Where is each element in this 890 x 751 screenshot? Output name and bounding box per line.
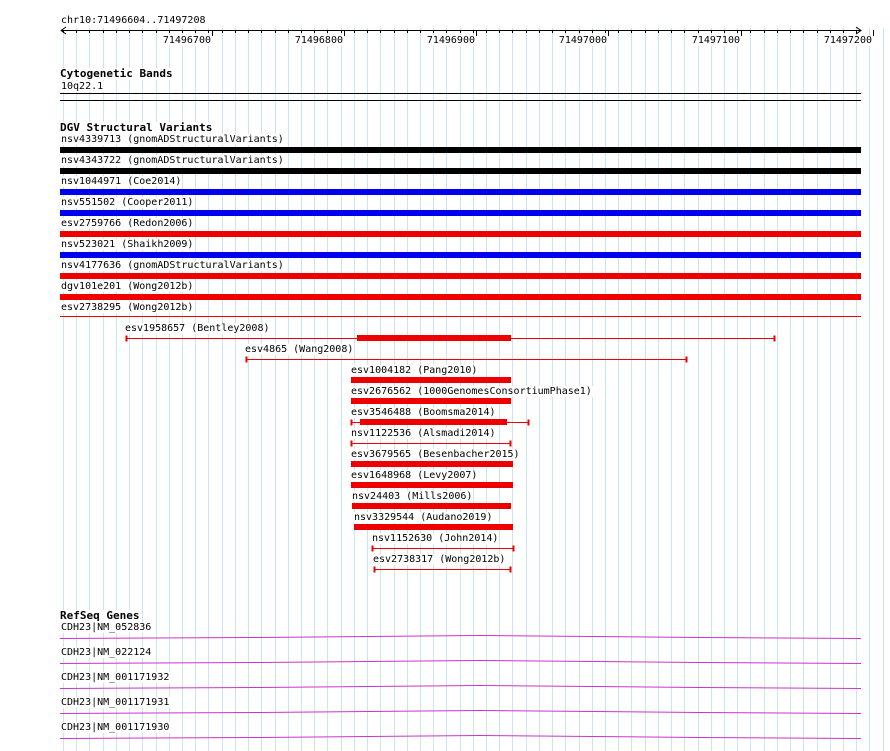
variant-label[interactable]: esv2738295 (Wong2012b) (61, 302, 194, 313)
variant-label[interactable]: nsv1044971 (Coe2014) (61, 176, 182, 187)
variant-core-bar (360, 419, 507, 425)
variant-label[interactable]: esv1958657 (Bentley2008) (125, 323, 270, 334)
variant-label[interactable]: nsv523021 (Shaikh2009) (61, 239, 194, 250)
variant-core-bar (354, 524, 513, 530)
variant-label[interactable]: esv2738317 (Wong2012b) (373, 554, 506, 565)
variant-bar (60, 168, 861, 174)
variant-label[interactable]: nsv1152630 (John2014) (372, 533, 499, 544)
ruler-tick-label: 71496900 (426, 35, 475, 46)
variant-label[interactable]: esv3679565 (Besenbacher2015) (351, 449, 520, 460)
cytoband-band-bottom-edge (60, 100, 861, 101)
refseq-track-title[interactable]: RefSeq Genes (60, 609, 140, 622)
variant-label[interactable]: esv3546488 (Boomsma2014) (351, 407, 496, 418)
gene-label[interactable]: CDH23|NM_001171932 (61, 672, 170, 683)
variant-bar (60, 147, 861, 153)
variant-label[interactable]: esv2759766 (Redon2006) (61, 218, 194, 229)
gene-label[interactable]: CDH23|NM_001171931 (61, 697, 170, 708)
variant-core-bar (351, 482, 513, 488)
ruler-tick-label: 71496800 (294, 35, 343, 46)
variant-bar (60, 273, 861, 279)
ruler-tick-label: 71496700 (162, 35, 211, 46)
variant-label[interactable]: esv4865 (Wang2008) (245, 344, 354, 355)
variant-label[interactable]: esv2676562 (1000GenomesConsortiumPhase1) (351, 386, 592, 397)
variant-core-bar (351, 461, 513, 467)
gene-label[interactable]: CDH23|NM_022124 (61, 647, 152, 658)
variant-label[interactable]: esv1004182 (Pang2010) (351, 365, 478, 376)
variant-core-bar (351, 377, 511, 383)
variant-label[interactable]: esv1648968 (Levy2007) (351, 470, 478, 481)
gene-label[interactable]: CDH23|NM_052836 (61, 622, 152, 633)
cytoband-label: 10q22.1 (61, 81, 104, 92)
variant-label[interactable]: dgv101e201 (Wong2012b) (61, 281, 194, 292)
variant-bar (60, 252, 861, 258)
cytoband-band-top-edge (60, 93, 861, 94)
dgv-track-title[interactable]: DGV Structural Variants (60, 121, 213, 134)
variant-core-bar (357, 335, 511, 341)
variant-label[interactable]: nsv3329544 (Audano2019) (354, 512, 493, 523)
variant-core-bar (352, 503, 511, 509)
variant-label[interactable]: nsv1122536 (Alsmadi2014) (351, 428, 496, 439)
ruler-tick-label: 71497200 (823, 35, 872, 46)
gene-label[interactable]: CDH23|NM_001171930 (61, 722, 170, 733)
variant-bar (60, 189, 861, 195)
variant-label[interactable]: nsv551502 (Cooper2011) (61, 197, 194, 208)
variant-label[interactable]: nsv4339713 (gnomADStructuralVariants) (61, 134, 284, 145)
variant-label[interactable]: nsv4177636 (gnomADStructuralVariants) (61, 260, 284, 271)
ruler-tick-label: 71497100 (691, 35, 740, 46)
variant-bar (60, 210, 861, 216)
ruler-tick-label: 71497000 (558, 35, 607, 46)
cytoband-track-title[interactable]: Cytogenetic Bands (60, 67, 173, 80)
variant-bar (60, 294, 861, 300)
variant-bar (60, 231, 861, 237)
variant-core-bar (351, 398, 511, 404)
variant-label[interactable]: nsv24403 (Mills2006) (352, 491, 473, 502)
variant-label[interactable]: nsv4343722 (gnomADStructuralVariants) (61, 155, 284, 166)
ruler-location: chr10:71496604..71497208 (61, 15, 206, 26)
